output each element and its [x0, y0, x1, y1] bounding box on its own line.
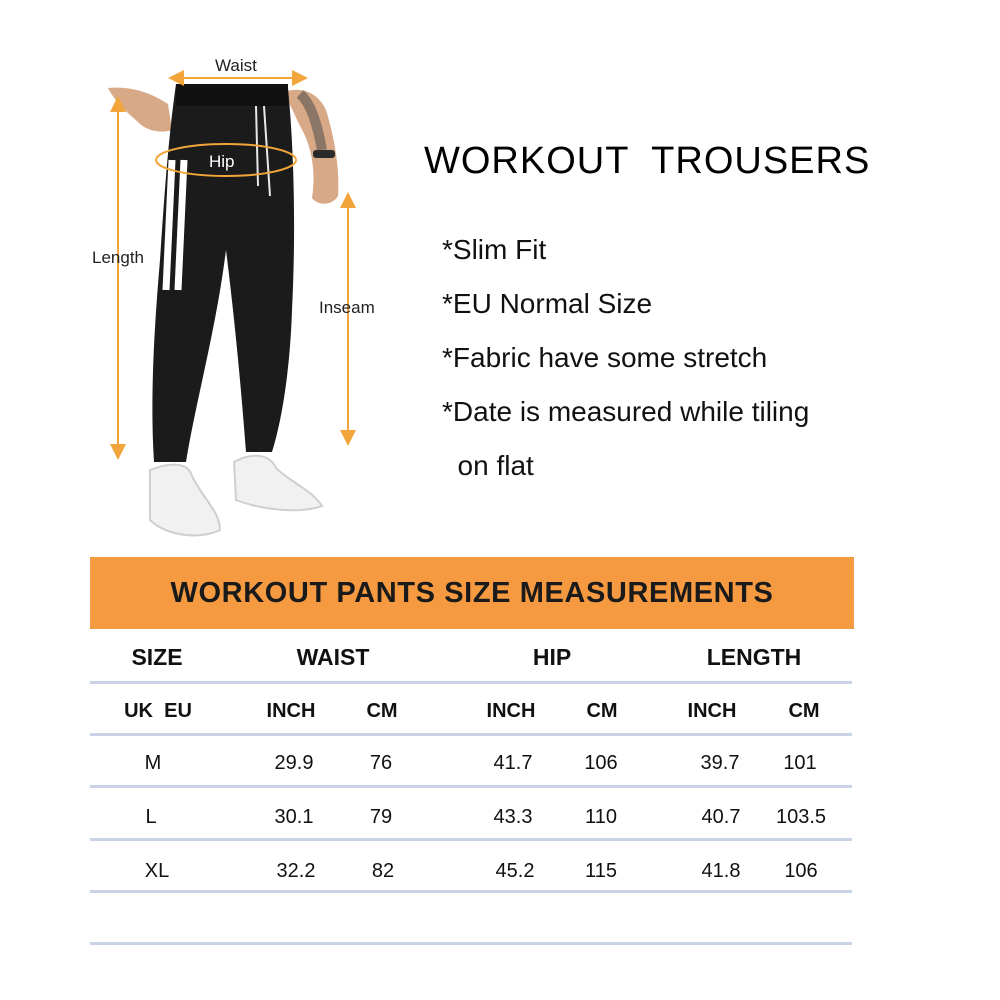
row-divider	[90, 785, 852, 788]
row-divider	[90, 681, 852, 684]
cell-size: XL	[144, 860, 170, 882]
bracelet	[313, 150, 335, 158]
shoe-right	[234, 456, 322, 511]
subheader-length-inch: INCH	[687, 700, 737, 722]
cell-waist-cm: 76	[369, 752, 393, 774]
cell-length-inch: 41.8	[701, 860, 741, 882]
cell-waist-cm: 79	[369, 806, 393, 828]
cell-hip-cm: 115	[585, 860, 617, 882]
size-table-title: WORKOUT PANTS SIZE MEASUREMENTS	[170, 576, 774, 609]
waist-label: Waist	[215, 56, 257, 75]
feature-measured: *Date is measured while tiling	[442, 396, 810, 427]
product-title: WORKOUT TROUSERS	[424, 140, 871, 182]
cell-waist-inch: 32.2	[276, 860, 316, 882]
cell-hip-inch: 43.3	[493, 806, 533, 828]
cell-waist-inch: 29.9	[274, 752, 314, 774]
subheader-waist-inch: INCH	[266, 700, 316, 722]
row-divider	[90, 733, 852, 736]
shoe-left	[150, 465, 220, 536]
feature-slim-fit: *Slim Fit	[442, 234, 547, 265]
pants-illustration	[0, 0, 400, 550]
inseam-label: Inseam	[319, 298, 375, 317]
subheader-hip-inch: INCH	[486, 700, 536, 722]
subheader-length-cm: CM	[788, 700, 820, 722]
cell-hip-inch: 41.7	[493, 752, 533, 774]
cell-length-cm: 106	[784, 860, 818, 882]
cell-length-inch: 40.7	[701, 806, 741, 828]
size-table-banner	[90, 557, 854, 629]
feature-eu-size: *EU Normal Size	[442, 288, 653, 319]
cell-length-cm: 101	[783, 752, 817, 774]
cell-hip-cm: 110	[585, 806, 617, 828]
pants-body	[152, 84, 294, 462]
cell-length-inch: 39.7	[700, 752, 740, 774]
subheader-waist-cm: CM	[366, 700, 398, 722]
length-label: Length	[92, 248, 144, 267]
subheader-size: UK EU	[124, 700, 192, 722]
header-size: SIZE	[131, 644, 183, 670]
hip-label: Hip	[209, 152, 235, 171]
cell-length-cm: 103.5	[775, 806, 827, 828]
header-length: LENGTH	[706, 644, 802, 670]
cell-hip-inch: 45.2	[495, 860, 535, 882]
cell-size: L	[145, 806, 157, 828]
cell-hip-cm: 106	[584, 752, 618, 774]
cell-waist-inch: 30.1	[274, 806, 314, 828]
header-waist: WAIST	[296, 644, 370, 670]
row-divider	[90, 838, 852, 841]
waistband	[176, 84, 288, 106]
product-figure	[0, 0, 400, 550]
cell-waist-cm: 82	[371, 860, 395, 882]
row-divider	[90, 890, 852, 893]
row-divider	[90, 942, 852, 945]
subheader-hip-cm: CM	[586, 700, 618, 722]
feature-measured-cont: on flat	[442, 450, 534, 481]
header-hip: HIP	[532, 644, 572, 670]
cell-size: M	[144, 752, 162, 774]
feature-stretch: *Fabric have some stretch	[442, 342, 768, 373]
